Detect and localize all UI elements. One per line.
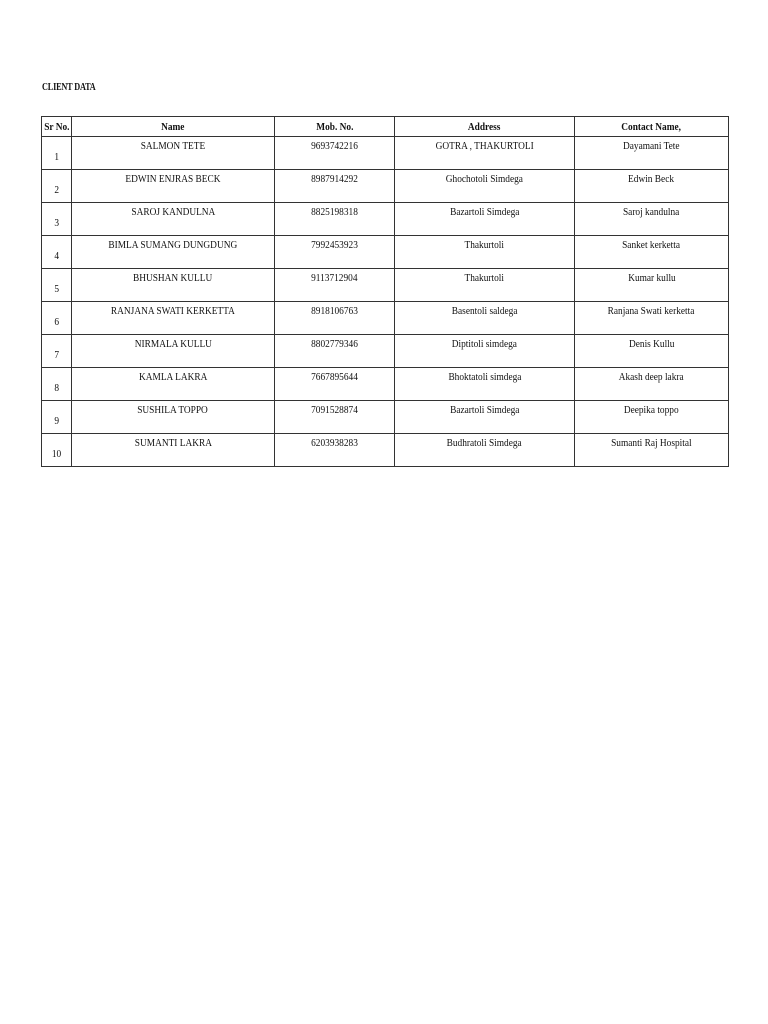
cell-name: BHUSHAN KULLU xyxy=(72,269,275,302)
cell-address: Bazartoli Simdega xyxy=(395,401,575,434)
cell-mobile: 6203938283 xyxy=(275,434,395,467)
header-address: Address xyxy=(395,117,575,137)
table-row xyxy=(42,170,729,203)
cell-sr-no: 1 xyxy=(42,137,72,170)
cell-mobile: 7091528874 xyxy=(275,401,395,434)
cell-name: SUMANTI LAKRA xyxy=(72,434,275,467)
table-row xyxy=(42,434,729,467)
cell-mobile: 9113712904 xyxy=(275,269,395,302)
cell-sr-no: 3 xyxy=(42,203,72,236)
cell-name: SALMON TETE xyxy=(72,137,275,170)
cell-contact-name: Ranjana Swati kerketta xyxy=(575,302,729,335)
cell-sr-no: 5 xyxy=(42,269,72,302)
cell-mobile: 7667895644 xyxy=(275,368,395,401)
cell-name: EDWIN ENJRAS BECK xyxy=(72,170,275,203)
cell-name: BIMLA SUMANG DUNGDUNG xyxy=(72,236,275,269)
cell-address: Basentoli saldega xyxy=(395,302,575,335)
cell-address: Diptitoli simdega xyxy=(395,335,575,368)
cell-mobile: 7992453923 xyxy=(275,236,395,269)
cell-address: Bhoktatoli simdega xyxy=(395,368,575,401)
cell-sr-no: 9 xyxy=(42,401,72,434)
cell-mobile: 8802779346 xyxy=(275,335,395,368)
cell-sr-no: 6 xyxy=(42,302,72,335)
header-name: Name xyxy=(72,117,275,137)
cell-sr-no: 2 xyxy=(42,170,72,203)
cell-name: KAMLA LAKRA xyxy=(72,368,275,401)
table-row xyxy=(42,203,729,236)
cell-address: Ghochotoli Simdega xyxy=(395,170,575,203)
table-row xyxy=(42,335,729,368)
cell-address: Bazartoli Simdega xyxy=(395,203,575,236)
table-header-row xyxy=(42,117,729,137)
table-row xyxy=(42,368,729,401)
header-mobile: Mob. No. xyxy=(275,117,395,137)
cell-mobile: 9693742216 xyxy=(275,137,395,170)
cell-contact-name: Saroj kandulna xyxy=(575,203,729,236)
cell-contact-name: Sanket kerketta xyxy=(575,236,729,269)
table-row xyxy=(42,302,729,335)
cell-contact-name: Edwin Beck xyxy=(575,170,729,203)
cell-sr-no: 7 xyxy=(42,335,72,368)
header-sr-no: Sr No. xyxy=(42,117,72,137)
cell-contact-name: Deepika toppo xyxy=(575,401,729,434)
cell-mobile: 8987914292 xyxy=(275,170,395,203)
client-data-table xyxy=(41,116,729,467)
cell-sr-no: 10 xyxy=(42,434,72,467)
cell-mobile: 8825198318 xyxy=(275,203,395,236)
cell-sr-no: 4 xyxy=(42,236,72,269)
document-title: CLIENT DATA xyxy=(42,82,96,93)
cell-mobile: 8918106763 xyxy=(275,302,395,335)
cell-address: Budhratoli Simdega xyxy=(395,434,575,467)
cell-name: SUSHILA TOPPO xyxy=(72,401,275,434)
table-row xyxy=(42,236,729,269)
cell-contact-name: Sumanti Raj Hospital xyxy=(575,434,729,467)
header-contact-name: Contact Name, xyxy=(575,117,729,137)
cell-address: Thakurtoli xyxy=(395,236,575,269)
cell-name: NIRMALA KULLU xyxy=(72,335,275,368)
table-row xyxy=(42,137,729,170)
table-row xyxy=(42,269,729,302)
cell-contact-name: Akash deep lakra xyxy=(575,368,729,401)
cell-contact-name: Kumar kullu xyxy=(575,269,729,302)
cell-contact-name: Denis Kullu xyxy=(575,335,729,368)
cell-contact-name: Dayamani Tete xyxy=(575,137,729,170)
cell-sr-no: 8 xyxy=(42,368,72,401)
cell-address: GOTRA , THAKURTOLI xyxy=(395,137,575,170)
table-row xyxy=(42,401,729,434)
cell-address: Thakurtoli xyxy=(395,269,575,302)
cell-name: RANJANA SWATI KERKETTA xyxy=(72,302,275,335)
cell-name: SAROJ KANDULNA xyxy=(72,203,275,236)
